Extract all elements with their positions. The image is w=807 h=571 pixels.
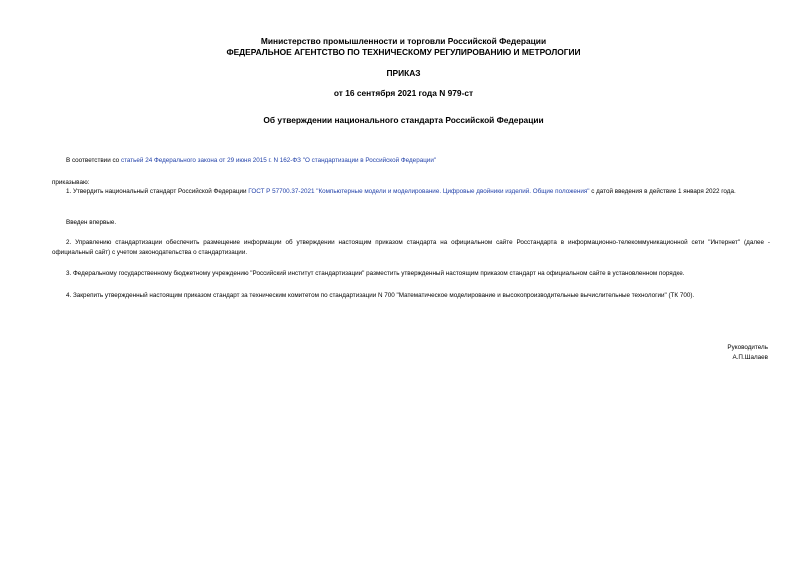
law-article-link[interactable]: статьей 24 Федерального закона от 29 июня 2015 г. N 162-ФЗ "О стандартизации в Российской Федерации" <box>120 157 437 164</box>
item1-prefix: 1. Утвердить национальный стандарт Российской Федерации <box>66 188 249 195</box>
document-date: от 16 сентября 2021 года N 979-ст <box>333 88 474 98</box>
signatory-role: Руководитель <box>727 344 768 351</box>
document-subject: Об утверждении национального стандарта Российской Федерации <box>263 115 544 125</box>
order-item-1 <box>52 187 770 197</box>
order-item-3: 3. Федеральному государственному бюджетному учреждению "Российский институт стандартизации" разместить утвержденный настоящим приказом стандарт на официальном сайте в установленном порядке. <box>66 270 685 277</box>
order-word: приказываю: <box>52 179 90 186</box>
order-item-2: 2. Управлению стандартизации обеспечить размещение информации об утверждении настоящим приказом стандарта на официальном сайте Росстандарта в информационно-телекоммуникационной сети "Интернет" (далее - официальный сайт) с учетом законодательства о стандартизации. <box>52 239 770 256</box>
basis-paragraph <box>52 156 770 166</box>
order-item-4: 4. Закрепить утвержденный настоящим приказом стандарт за техническим комитетом по стандартизации N 700 "Математическое моделирование и высокопроизводительные вычислительные технологии" (ТК 700). <box>66 292 695 299</box>
item1-suffix: с датой введения в действие 1 января 2022 года. <box>589 188 736 195</box>
gost-standard-link[interactable]: ГОСТ Р 57700.37-2021 "Компьютерные модели и моделирование. Цифровые двойники изделий. Общие положения" <box>248 188 590 195</box>
ministry-title: Министерство промышленности и торговли Российской Федерации <box>260 36 547 46</box>
basis-prefix: В соответствии со <box>66 157 121 164</box>
agency-title: ФЕДЕРАЛЬНОЕ АГЕНТСТВО ПО ТЕХНИЧЕСКОМУ РЕГУЛИРОВАНИЮ И МЕТРОЛОГИИ <box>226 47 581 57</box>
introduced-note: Введен впервые. <box>66 219 117 226</box>
document-type: ПРИКАЗ <box>386 68 421 78</box>
signatory-name: А.П.Шалаев <box>732 354 768 361</box>
